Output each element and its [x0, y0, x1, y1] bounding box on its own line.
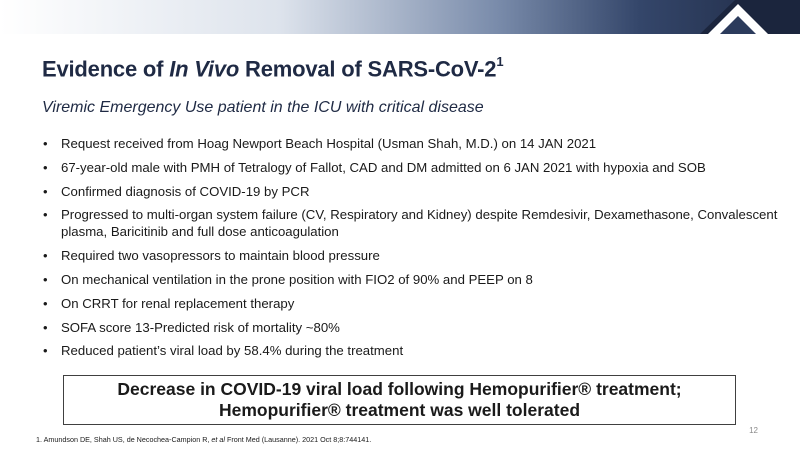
title-footnote-marker: 1: [496, 54, 504, 69]
bullet-item: • SOFA score 13-Predicted risk of mortality ~80%: [42, 319, 782, 336]
bullet-list: [42, 135, 782, 366]
bullet-item: • Reduced patient’s viral load by 58.4% during the treatment: [42, 342, 782, 359]
bullet-item: • Progressed to multi-organ system failure (CV, Respiratory and Kidney) despite Remdesivir, Dexamethasone, Convalescent plasma, Baricitinib and full dose anticoagulation: [42, 206, 782, 240]
bullet-item: • 67-year-old male with PMH of Tetralogy of Fallot, CAD and DM admitted on 6 JAN 2021 with hypoxia and SOB: [42, 159, 782, 176]
header-banner: [0, 0, 800, 34]
callout-line-1: Decrease in COVID-19 viral load following Hemopurifier® treatment;: [117, 379, 682, 399]
page-number: 12: [749, 426, 758, 435]
title-text-start: Evidence of: [42, 56, 170, 82]
slide-subtitle: Viremic Emergency Use patient in the ICU with critical disease: [42, 99, 484, 116]
footnote-text-start: 1. Amundson DE, Shah US, de Necochea-Campion R,: [36, 435, 212, 444]
slide-title: [42, 56, 503, 82]
title-italic-text: In Vivo: [169, 56, 240, 82]
callout-line-2: Hemopurifier® treatment was well tolerated: [218, 400, 581, 420]
reference-footnote: [36, 435, 371, 444]
bullet-item: • On CRRT for renal replacement therapy: [42, 295, 782, 312]
conclusion-callout-box: [63, 375, 736, 425]
bullet-item: • Required two vasopressors to maintain blood pressure: [42, 247, 782, 264]
footnote-italic-text: et al: [211, 435, 225, 444]
bullet-item: • On mechanical ventilation in the prone position with FIO2 of 90% and PEEP on 8: [42, 271, 782, 288]
bullet-item: • Request received from Hoag Newport Beach Hospital (Usman Shah, M.D.) on 14 JAN 2021: [42, 135, 782, 152]
header-banner-graphic: [0, 0, 800, 34]
footnote-text-end: Front Med (Lausanne). 2021 Oct 8;8:744141.: [224, 435, 372, 444]
title-text-end: Removal of SARS-CoV-2: [239, 56, 497, 82]
bullet-item: • Confirmed diagnosis of COVID-19 by PCR: [42, 183, 782, 200]
